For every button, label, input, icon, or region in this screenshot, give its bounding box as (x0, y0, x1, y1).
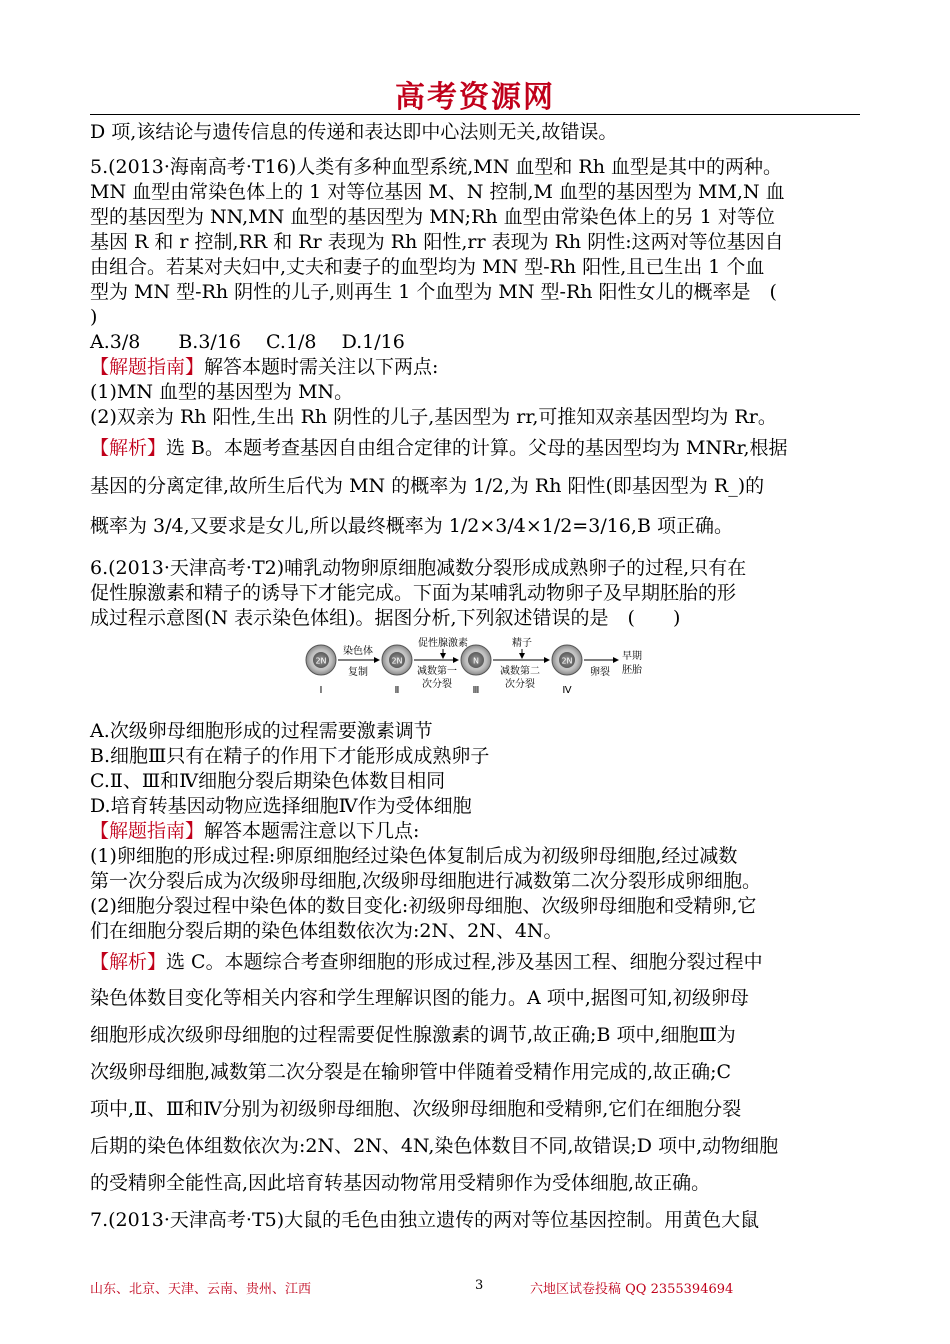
hormone-label: 促性腺激素 (418, 638, 468, 649)
cell-i-roman: Ⅰ (319, 685, 323, 696)
end-bottom: 胚胎 (622, 665, 642, 676)
step3-bottom: 次分裂 (505, 679, 535, 690)
q6-answer-line: 项中,Ⅱ、Ⅲ和Ⅳ分别为初级卵母细胞、次级卵母细胞和受精卵,它们在细胞分裂 (90, 1098, 742, 1120)
q6-answer-line: 次级卵母细胞,减数第二次分裂是在输卵管中伴随着受精作用完成的,故正确;C (90, 1061, 732, 1083)
q5-line: MN 血型由常染色体上的 1 对等位基因 M、N 控制,M 血型的基因型为 MM,N 血 (90, 181, 785, 203)
q5-line: 基因 R 和 r 控制,RR 和 Rr 表现为 Rh 阳性,rr 表现为 Rh 阴性:这两对等位基因自 (90, 231, 784, 253)
oocyte-formation-diagram (90, 637, 860, 713)
guide-text: 解答本题时需关注以下两点: (204, 356, 439, 378)
step3-top: 减数第二 (500, 666, 540, 677)
q5-line: ) (90, 306, 98, 328)
q6-answer-line: 后期的染色体组数依次为:2N、2N、4N,染色体数目不同,故错误;D 项中,动物细胞 (90, 1135, 779, 1157)
paragraph-line: D 项,该结论与遗传信息的传递和表达即中心法则无关,故错误。 (90, 121, 618, 143)
q5-line: 由组合。若某对夫妇中,丈夫和妻子的血型均为 MN 型-Rh 阳性,且已生出 1 个血 (90, 256, 765, 278)
guide-tag: 【解题指南】 (90, 356, 205, 378)
q6-option-a: A.次级卵母细胞形成的过程需要激素调节 (90, 720, 433, 742)
page-number: 3 (475, 1278, 484, 1293)
q5-line: 型为 MN 型-Rh 阴性的儿子,则再生 1 个血型为 MN 型-Rh 阳性女儿的概率是 ( (90, 281, 777, 303)
cell-ii (382, 645, 412, 696)
guide-tag: 【解题指南】 (90, 820, 205, 842)
q5-guide (90, 355, 860, 380)
cell-iii-label: N (473, 656, 479, 666)
cell-ii-roman: Ⅱ (394, 685, 400, 696)
cell-iii-roman: Ⅲ (472, 685, 480, 696)
document-body (90, 120, 860, 1238)
answer-text: 选 C。本题综合考查卵细胞的形成过程,涉及基因工程、细胞分裂过程中 (166, 951, 763, 973)
step2-top: 减数第一 (417, 666, 457, 677)
step1-top: 染色体 (343, 646, 373, 657)
q6-guide-point: (1)卵细胞的形成过程:卵原细胞经过染色体复制后成为初级卵母细胞,经过减数 (90, 845, 738, 867)
cell-ii-label: 2N (391, 656, 403, 666)
q6-option-c: C.Ⅱ、Ⅲ和Ⅳ细胞分裂后期染色体数目相同 (90, 770, 446, 792)
cell-i (306, 645, 336, 696)
q5-guide-point: (1)MN 血型的基因型为 MN。 (90, 381, 354, 403)
q6-answer-line: 的受精卵全能性高,因此培育转基因动物常用受精卵作为受体细胞,故正确。 (90, 1172, 711, 1194)
q5-answer (90, 430, 860, 466)
answer-tag: 【解析】 (90, 951, 167, 973)
step1-bottom: 复制 (348, 667, 368, 678)
q6-guide-point: 们在细胞分裂后期的染色体组数依次为:2N、2N、4N。 (90, 920, 563, 942)
sperm-label: 精子 (512, 638, 532, 649)
q6-line: 促性腺激素和精子的诱导下才能完成。下面为某哺乳动物卵子及早期胚胎的形 (90, 582, 737, 604)
end-top: 早期 (622, 651, 642, 662)
cell-iv-label: 2N (561, 656, 573, 666)
q6-option-d: D.培育转基因动物应选择细胞Ⅳ作为受体细胞 (90, 795, 472, 817)
q7-line: 7.(2013·天津高考·T5)大鼠的毛色由独立遗传的两对等位基因控制。用黄色大鼠 (90, 1209, 760, 1231)
q6-guide-point: 第一次分裂后成为次级卵母细胞,次级卵母细胞进行减数第二次分裂形成卵细胞。 (90, 870, 762, 892)
header-divider (90, 114, 860, 115)
cell-iii (461, 645, 491, 696)
q5-line: 5.(2013·海南高考·T16)人类有多种血型系统,MN 血型和 Rh 血型是其中的两种。 (90, 156, 783, 178)
q5-options: A.3/8 B.3/16 C.1/8 D.1/16 (90, 331, 405, 353)
footer-regions: 山东、北京、天津、云南、贵州、江西 (90, 1282, 312, 1297)
q6-answer-line: 染色体数目变化等相关内容和学生理解识图的能力。A 项中,据图可知,初级卵母 (90, 987, 749, 1009)
q6-answer (90, 944, 860, 980)
answer-tag: 【解析】 (90, 437, 167, 459)
step2-bottom: 次分裂 (422, 679, 452, 690)
q5-answer-line: 概率为 3/4,又要求是女儿,所以最终概率为 1/2×3/4×1/2=3/16,B 项正确。 (90, 515, 733, 537)
diagram-svg (90, 637, 860, 713)
q6-guide-point: (2)细胞分裂过程中染色体的数目变化:初级卵母细胞、次级卵母细胞和受精卵,它 (90, 895, 757, 917)
cell-iv-roman: Ⅳ (562, 685, 572, 696)
answer-text: 选 B。本题考查基因自由组合定律的计算。父母的基因型均为 MNRr,根据 (166, 437, 788, 459)
q5-guide-point: (2)双亲为 Rh 阳性,生出 Rh 阴性的儿子,基因型为 rr,可推知双亲基因型均为 Rr。 (90, 406, 777, 428)
cell-iv (552, 645, 582, 696)
cleavage-label: 卵裂 (590, 667, 610, 678)
q6-answer-line: 细胞形成次级卵母细胞的过程需要促性腺激素的调节,故正确;B 项中,细胞Ⅲ为 (90, 1024, 736, 1046)
site-logo-title: 高考资源网 (395, 80, 555, 115)
footer-contact: 六地区试卷投稿 QQ 2355394694 (530, 1282, 734, 1297)
q5-answer-line: 基因的分离定律,故所生后代为 MN 的概率为 1/2,为 Rh 阳性(即基因型为 R_)的 (90, 475, 765, 497)
q6-line: 成过程示意图(N 表示染色体组)。据图分析,下列叙述错误的是 ( ) (90, 607, 681, 629)
q5-line: 型的基因型为 NN,MN 血型的基因型为 MN;Rh 血型由常染色体上的另 1 对等位 (90, 206, 775, 228)
q6-option-b: B.细胞Ⅲ只有在精子的作用下才能形成成熟卵子 (90, 745, 490, 767)
q6-line: 6.(2013·天津高考·T2)哺乳动物卵原细胞减数分裂形成成熟卵子的过程,只有在 (90, 557, 747, 579)
cell-i-label: 2N (315, 656, 327, 666)
guide-text: 解答本题需注意以下几点: (204, 820, 420, 842)
q6-guide (90, 819, 860, 844)
